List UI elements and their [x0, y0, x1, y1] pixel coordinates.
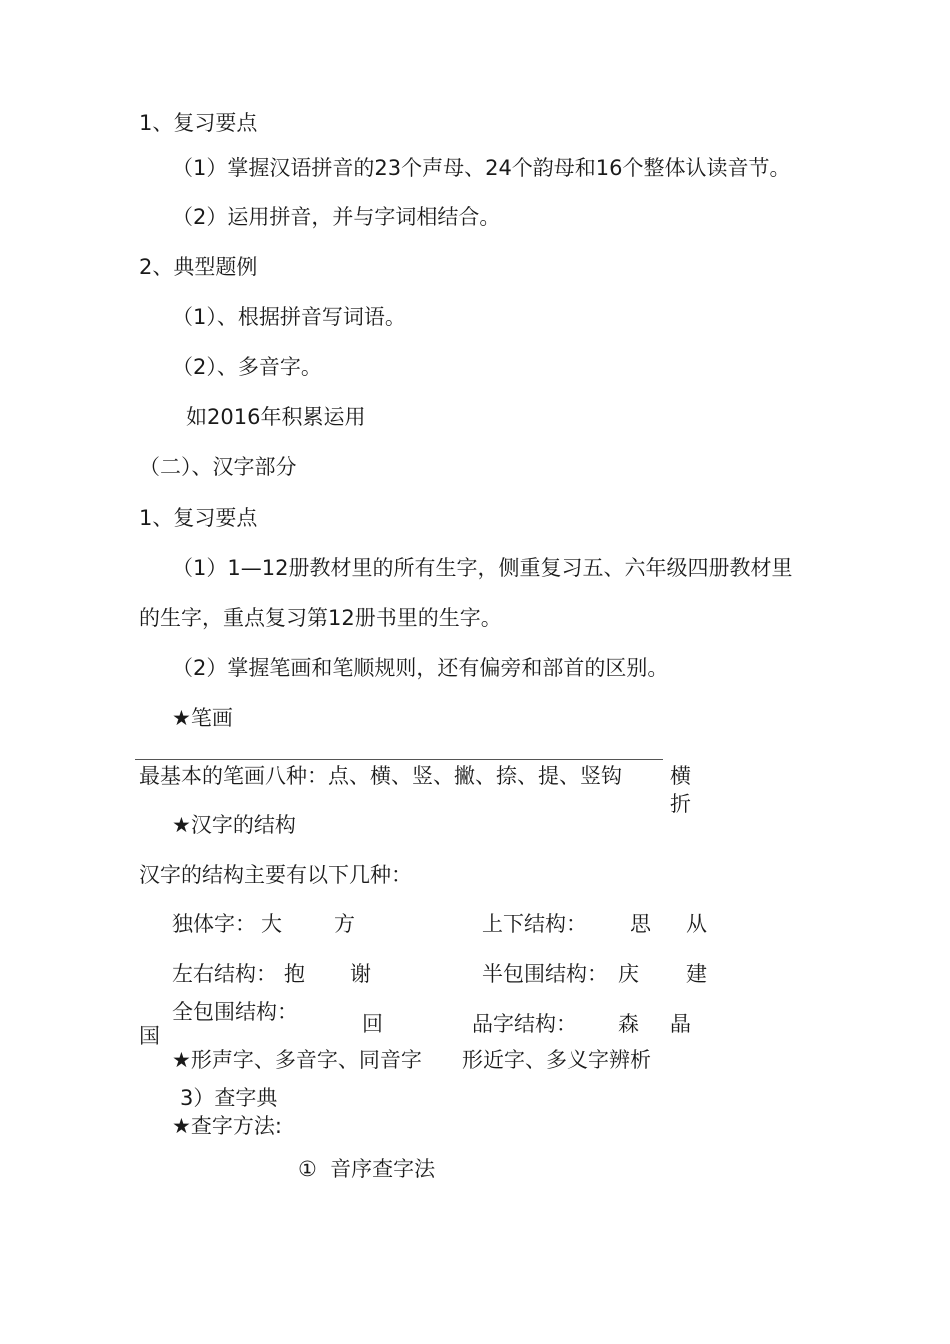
example-char: 回 [362, 1012, 383, 1036]
structure-label: 独体字： [172, 912, 256, 936]
structure-label: 品字结构： [472, 1012, 577, 1036]
word-types-right: 形近字、多义字辨析 [462, 1048, 651, 1072]
method-item: ① 音序查字法 [298, 1157, 436, 1181]
example-char: 庆 [618, 962, 639, 986]
word-types-left: ★形声字、多音字、同音字 [172, 1048, 422, 1072]
example-char: 建 [686, 962, 707, 986]
section-heading: 3）查字典 [180, 1086, 278, 1110]
example-char: 晶 [670, 1012, 691, 1036]
example-char: 谢 [350, 962, 371, 986]
list-item: （2）运用拼音，并与字词相结合。 [172, 205, 501, 229]
list-item: （2）、多音字。 [172, 355, 322, 379]
strokes-row-right: 横折 [670, 764, 691, 816]
structure-title: ★汉字的结构 [172, 813, 296, 837]
strokes-row-left: 最基本的笔画八种：点、横、竖、撇、捺、提、竖钩 [139, 764, 622, 788]
list-item-continued: 的生字，重点复习第12册书里的生字。 [139, 606, 502, 630]
strokes-title: ★笔画 [172, 706, 233, 730]
section-heading: 1、复习要点 [139, 111, 258, 135]
list-item: （1）、根据拼音写词语。 [172, 305, 406, 329]
structure-label: 左右结构： [172, 962, 277, 986]
note-text: 如2016年积累运用 [186, 405, 366, 429]
example-char: 思 [630, 912, 651, 936]
example-char: 抱 [284, 962, 305, 986]
example-char: 方 [334, 912, 355, 936]
list-item: （1）1—12册教材里的所有生字，侧重复习五、六年级四册教材里 [172, 556, 793, 580]
section-heading: 2、典型题例 [139, 255, 258, 279]
section-heading: 1、复习要点 [139, 506, 258, 530]
structure-intro: 汉字的结构主要有以下几种： [139, 863, 412, 887]
methods-title: ★查字方法: [172, 1114, 282, 1138]
example-char: 大 [261, 912, 282, 936]
part-heading: （二）、汉字部分 [139, 455, 297, 479]
example-char: 从 [686, 912, 707, 936]
table-top-border [135, 759, 663, 760]
list-item: （1）掌握汉语拼音的23个声母、24个韵母和16个整体认读音节。 [172, 156, 791, 180]
structure-label: 上下结构： [482, 912, 587, 936]
structure-label: 半包围结构： [482, 962, 608, 986]
example-char: 国 [139, 1024, 160, 1048]
example-char: 森 [618, 1012, 639, 1036]
list-item: （2）掌握笔画和笔顺规则，还有偏旁和部首的区别。 [172, 656, 669, 680]
structure-label: 全包围结构： [172, 1000, 298, 1024]
